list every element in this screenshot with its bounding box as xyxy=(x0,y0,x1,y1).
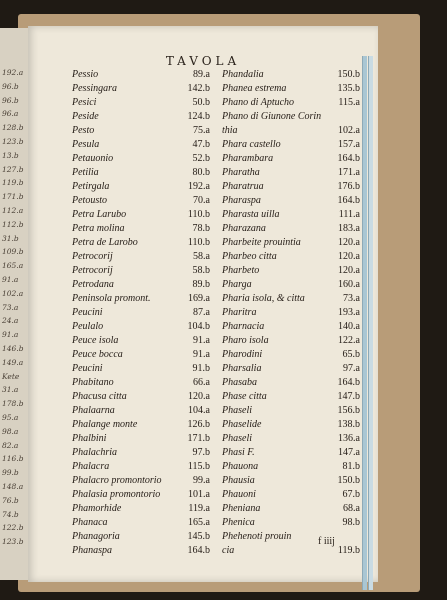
index-entry-right xyxy=(222,124,372,138)
index-entry-left xyxy=(72,432,222,446)
entry-name: Pheniana xyxy=(222,503,261,514)
entry-page-ref: 171.a xyxy=(338,167,360,178)
facing-page-stub: 73.a xyxy=(2,302,19,312)
entry-page-ref: 91.a xyxy=(193,335,210,346)
index-entry-left xyxy=(72,250,222,264)
index-row xyxy=(72,376,372,390)
entry-name: Phano di Aptucho xyxy=(222,97,295,108)
index-entry-right xyxy=(222,334,372,348)
entry-name: Phalbini xyxy=(72,433,107,444)
entry-page-ref: 164.b xyxy=(187,545,210,556)
facing-page-stub: 31.a xyxy=(2,385,19,395)
entry-name: Phanagoria xyxy=(72,531,120,542)
entry-page-ref: 150.b xyxy=(337,69,360,80)
facing-page-stub: 149.a xyxy=(2,357,24,367)
entry-name: Pharo isola xyxy=(222,335,269,346)
index-entry-right xyxy=(222,292,372,306)
index-entry-left xyxy=(72,278,222,292)
entry-page-ref: 147.b xyxy=(337,391,360,402)
entry-name: Peuce isola xyxy=(72,335,119,346)
index-entry-right xyxy=(222,68,372,82)
index-entry-right xyxy=(222,418,372,432)
index-entry-left xyxy=(72,544,222,558)
entry-page-ref: 183.a xyxy=(338,223,360,234)
index-entry-right xyxy=(222,362,372,376)
entry-name: Petra de Larobo xyxy=(72,237,138,248)
entry-name: Peuce bocca xyxy=(72,349,123,360)
index-entry-right xyxy=(222,446,372,460)
index-entry-right xyxy=(222,82,372,96)
entry-page-ref xyxy=(326,110,366,124)
index-entry-left xyxy=(72,180,222,194)
index-entry-right xyxy=(222,236,372,250)
facing-page-stub: 82.a xyxy=(2,440,19,450)
index-row xyxy=(72,152,372,166)
entry-page-ref: 110.b xyxy=(187,237,210,248)
index-entry-right xyxy=(222,502,372,516)
entry-page-ref: 142.b xyxy=(187,83,210,94)
index-row xyxy=(72,180,372,194)
entry-page-ref: 91.b xyxy=(192,363,210,374)
entry-name: Phaseli xyxy=(222,433,252,444)
index-row xyxy=(72,474,372,488)
index-entry-left xyxy=(72,348,222,362)
index-row xyxy=(72,236,372,250)
entry-name: Peucini xyxy=(72,363,103,374)
entry-name: Pharatrua xyxy=(222,181,264,192)
index-entry-right xyxy=(222,222,372,236)
entry-page-ref: 156.b xyxy=(337,405,360,416)
entry-page-ref: 52.b xyxy=(192,153,210,164)
facing-page-stub: 74.b xyxy=(2,509,19,519)
entry-name: Phauoni xyxy=(222,489,256,500)
entry-page-ref: 87.a xyxy=(193,307,210,318)
entry-name: thia xyxy=(222,125,238,136)
entry-page-ref: 115.b xyxy=(187,461,210,472)
facing-page-stub: 112.b xyxy=(2,219,24,229)
index-entry-right xyxy=(222,530,372,544)
entry-page-ref: 110.b xyxy=(187,209,210,220)
facing-page-stub: 102.a xyxy=(2,288,24,298)
entry-page-ref: 138.b xyxy=(337,419,360,430)
entry-page-ref: 176.b xyxy=(337,181,360,192)
facing-page-stub: 171.b xyxy=(2,192,24,202)
entry-name: Pharasta uilla xyxy=(222,209,280,220)
entry-name: Peninsola promont. xyxy=(72,293,151,304)
index-entry-left xyxy=(72,530,222,544)
index-entry-right xyxy=(222,264,372,278)
entry-page-ref: 65.b xyxy=(342,349,360,360)
index-entry-right xyxy=(222,432,372,446)
entry-page-ref: 160.a xyxy=(338,279,360,290)
index-row xyxy=(72,446,372,460)
entry-page-ref: 115.a xyxy=(338,97,360,108)
entry-name: Pesici xyxy=(72,97,97,108)
index-entry-left xyxy=(72,292,222,306)
entry-page-ref: 81.b xyxy=(342,461,360,472)
entry-name: Pharnacia xyxy=(222,321,265,332)
index-entry-left xyxy=(72,138,222,152)
facing-page-stub: 123.b xyxy=(2,137,24,146)
entry-name: Petrocorij xyxy=(72,265,113,276)
entry-name: Phacusa citta xyxy=(72,391,127,402)
entry-name: Pharia isola, & citta xyxy=(222,293,305,304)
index-entry-right xyxy=(222,488,372,502)
entry-page-ref: 120.a xyxy=(338,251,360,262)
entry-name: Pessingara xyxy=(72,83,117,94)
entry-name: Peside xyxy=(72,111,99,122)
facing-page-stub: 99.b xyxy=(2,468,19,478)
facing-page-stub: 116.b xyxy=(2,454,24,464)
index-row xyxy=(72,166,372,180)
index-entry-left xyxy=(72,110,222,124)
index-entry-right xyxy=(222,544,372,558)
index-entry-right xyxy=(222,110,372,124)
facing-page-stub: 192.a xyxy=(2,68,24,77)
index-row xyxy=(72,82,372,96)
entry-name: Phalachria xyxy=(72,447,117,458)
index-row xyxy=(72,348,372,362)
facing-page-stub: 31.b xyxy=(2,233,19,243)
index-entry-right xyxy=(222,250,372,264)
index-row xyxy=(72,390,372,404)
entry-name: Pharbeo citta xyxy=(222,251,277,262)
facing-page-stub: 128.b xyxy=(2,123,24,133)
index-entry-left xyxy=(72,460,222,474)
index-entry-right xyxy=(222,180,372,194)
entry-page-ref: 111.a xyxy=(338,209,360,220)
index-row xyxy=(72,208,372,222)
index-entry-right xyxy=(222,516,372,530)
entry-page-ref: 47.b xyxy=(192,139,210,150)
index-entry-left xyxy=(72,362,222,376)
entry-page-ref: 157.a xyxy=(338,139,360,150)
entry-name: Pesto xyxy=(72,125,95,136)
index-entry-right xyxy=(222,306,372,320)
entry-page-ref: 91.a xyxy=(193,349,210,360)
entry-name: Pharga xyxy=(222,279,252,290)
index-entry-left xyxy=(72,208,222,222)
index-row xyxy=(72,96,372,110)
entry-page-ref: 75.a xyxy=(193,125,210,136)
facing-page-stub: 13.b xyxy=(2,150,19,160)
index-entry-right xyxy=(222,390,372,404)
facing-page-stub: 95.a xyxy=(2,413,19,422)
index-row xyxy=(72,124,372,138)
entry-name: Phara castello xyxy=(222,139,281,150)
index-row xyxy=(72,110,372,124)
index-entry-left xyxy=(72,264,222,278)
index-entry-right xyxy=(222,404,372,418)
index-entry-left xyxy=(72,236,222,250)
facing-page-stub: 96.b xyxy=(2,81,19,91)
index-entry-right xyxy=(222,152,372,166)
entry-page-ref: 102.a xyxy=(338,125,360,136)
entry-name: Pharbeto xyxy=(222,265,260,276)
entry-name: Petrocorij xyxy=(72,251,113,262)
entry-name: Petra Larubo xyxy=(72,209,127,220)
entry-name: Phamorhide xyxy=(72,503,122,514)
index-row xyxy=(72,404,372,418)
facing-page-stub: 112.a xyxy=(2,206,24,215)
entry-page-ref: 99.a xyxy=(193,475,210,486)
index-entry-right xyxy=(222,166,372,180)
entry-name: Petirgala xyxy=(72,181,110,192)
index-entry-left xyxy=(72,306,222,320)
entry-page-ref: 70.a xyxy=(193,195,210,206)
entry-page-ref: 120.a xyxy=(338,237,360,248)
entry-page-ref: 58.b xyxy=(192,265,210,276)
index-entry-right xyxy=(222,194,372,208)
entry-page-ref: 97.a xyxy=(343,363,360,374)
entry-name: Phanaca xyxy=(72,517,108,528)
entry-page-ref: 50.b xyxy=(192,97,210,108)
entry-page-ref: 67.b xyxy=(342,489,360,500)
entry-page-ref: 98.b xyxy=(342,517,360,528)
index-entry-left xyxy=(72,152,222,166)
index-row xyxy=(72,362,372,376)
index-row xyxy=(72,432,372,446)
entry-page-ref: 68.a xyxy=(343,503,360,514)
facing-page-stub: 165.a xyxy=(2,261,24,271)
entry-name: Pharambara xyxy=(222,153,274,164)
entry-name: Petra molina xyxy=(72,223,125,234)
index-entry-left xyxy=(72,166,222,180)
facing-page-stub: 119.b xyxy=(2,178,24,188)
index-entry-right xyxy=(222,208,372,222)
entry-page-ref: 104.b xyxy=(187,321,210,332)
page-title: TAVOLA xyxy=(165,54,241,68)
entry-name: Phandalia xyxy=(222,69,264,80)
entry-name: Phalacra xyxy=(72,461,110,472)
index-entry-left xyxy=(72,390,222,404)
entry-page-ref: 192.a xyxy=(188,181,210,192)
facing-page-stub: 76.b xyxy=(2,495,19,505)
entry-page-ref: 101.a xyxy=(188,489,210,500)
index-entry-right xyxy=(222,138,372,152)
index-row xyxy=(72,516,372,530)
entry-page-ref: 78.b xyxy=(192,223,210,234)
index-entry-right xyxy=(222,474,372,488)
index-row xyxy=(72,250,372,264)
index-entry-left xyxy=(72,516,222,530)
entry-name: Phase citta xyxy=(222,391,267,402)
entry-name: Pharbeite prouintia xyxy=(222,237,301,248)
entry-name: Phabitano xyxy=(72,377,114,388)
index-entry-left xyxy=(72,376,222,390)
index-entry-left xyxy=(72,404,222,418)
entry-name: Petilia xyxy=(72,167,99,178)
index-entry-left xyxy=(72,474,222,488)
index-row xyxy=(72,418,372,432)
index-row xyxy=(72,264,372,278)
entry-page-ref: 58.a xyxy=(193,251,210,262)
entry-name: Phaselide xyxy=(222,419,262,430)
index-entry-right xyxy=(222,278,372,292)
index-row xyxy=(72,222,372,236)
entry-page-ref: 171.b xyxy=(187,433,210,444)
facing-page-stub: 178.b xyxy=(2,399,24,409)
entry-name: Petauonio xyxy=(72,153,114,164)
entry-page-ref: 164.b xyxy=(337,195,360,206)
facing-page-stub: Kete xyxy=(2,371,20,381)
index-entry-left xyxy=(72,222,222,236)
entry-page-ref: 89.a xyxy=(193,69,210,80)
index-entry-left xyxy=(72,194,222,208)
book-page xyxy=(28,26,378,582)
entry-page-ref: 136.a xyxy=(338,433,360,444)
entry-page-ref: 122.a xyxy=(338,335,360,346)
facing-page-stub: 96.a xyxy=(2,109,19,119)
entry-page-ref: 89.b xyxy=(192,279,210,290)
index-entry-right xyxy=(222,376,372,390)
entry-page-ref: 140.a xyxy=(338,321,360,332)
entry-name: Phanea estrema xyxy=(222,83,287,94)
entry-name: Phanaspa xyxy=(72,545,112,556)
entry-page-ref: 97.b xyxy=(192,447,210,458)
entry-name: Phasi F. xyxy=(222,447,255,458)
entry-page-ref: 126.b xyxy=(187,419,210,430)
index-entry-left xyxy=(72,502,222,516)
index-row xyxy=(72,194,372,208)
entry-page-ref: 147.a xyxy=(338,447,360,458)
entry-page-ref: 119.a xyxy=(188,503,210,514)
index-row xyxy=(72,460,372,474)
entry-page-ref: 135.b xyxy=(337,83,360,94)
index-entry-left xyxy=(72,82,222,96)
entry-page-ref: 164.b xyxy=(337,153,360,164)
index-row xyxy=(72,278,372,292)
entry-name: Phano di Giunone Corin xyxy=(222,111,322,122)
entry-page-ref: 80.b xyxy=(192,167,210,178)
index-row xyxy=(72,488,372,502)
index-entry-left xyxy=(72,488,222,502)
facing-page-stub: 91.a xyxy=(2,275,19,284)
index-entry-left xyxy=(72,320,222,334)
entry-name: Peulalo xyxy=(72,321,104,332)
index-entry-left xyxy=(72,124,222,138)
facing-page-stub: 91.a xyxy=(2,330,19,340)
facing-page-stub: 127.b xyxy=(2,164,24,174)
entry-name: Pharatha xyxy=(222,167,260,178)
facing-page-stub: 122.b xyxy=(2,523,24,533)
index-entry-left xyxy=(72,446,222,460)
entry-name: Petrodana xyxy=(72,279,114,290)
entry-name: Phehenoti prouin xyxy=(222,531,292,542)
entry-name: Pesula xyxy=(72,139,100,150)
index-row xyxy=(72,320,372,334)
facing-page-stub: 98.a xyxy=(2,426,19,436)
entry-name: Pharitra xyxy=(222,307,257,318)
entry-page-ref: 104.a xyxy=(188,405,210,416)
entry-name: Phalange monte xyxy=(72,419,138,430)
entry-name: Phalacro promontorio xyxy=(72,475,162,486)
entry-name: Petousto xyxy=(72,195,107,206)
index-entry-left xyxy=(72,334,222,348)
entry-name: Phausia xyxy=(222,475,255,486)
entry-page-ref: 164.b xyxy=(337,377,360,388)
entry-name: cia xyxy=(222,545,235,556)
entry-name: Phasaba xyxy=(222,377,257,388)
entry-name: Phaseli xyxy=(222,405,252,416)
entry-page-ref: 169.a xyxy=(188,293,210,304)
index-row xyxy=(72,306,372,320)
facing-page-stub: 123.b xyxy=(2,537,24,547)
entry-name: Peucini xyxy=(72,307,103,318)
index-entry-right xyxy=(222,348,372,362)
entry-name: Phenica xyxy=(222,517,255,528)
entry-page-ref: 119.b xyxy=(337,545,360,556)
entry-name: Pharaspa xyxy=(222,195,261,206)
index-entry-left xyxy=(72,96,222,110)
entry-name: Pharodini xyxy=(222,349,263,360)
index-entry-right xyxy=(222,460,372,474)
entry-page-ref: 193.a xyxy=(338,307,360,318)
index-entry-right xyxy=(222,96,372,110)
entry-name: Pharsalia xyxy=(222,363,262,374)
facing-page-stub: 146.b xyxy=(2,344,24,353)
entry-page-ref: 150.b xyxy=(337,475,360,486)
facing-page-stub: 96.b xyxy=(2,95,19,105)
index-row xyxy=(72,68,372,82)
facing-page-stub: 109.b xyxy=(2,247,24,257)
index-entry-left xyxy=(72,418,222,432)
entry-page-ref: 73.a xyxy=(343,293,360,304)
facing-page-stub: 148.a xyxy=(2,482,24,491)
index-entry-left xyxy=(72,68,222,82)
entry-name: Phalasia promontorio xyxy=(72,489,161,500)
entry-page-ref: 120.a xyxy=(338,265,360,276)
entry-name: Phalaarna xyxy=(72,405,115,416)
entry-name: Phauona xyxy=(222,461,259,472)
index-table xyxy=(72,68,372,558)
index-entry-right xyxy=(222,320,372,334)
entry-page-ref: 120.a xyxy=(188,391,210,402)
entry-page-ref: 145.b xyxy=(187,531,210,542)
index-row xyxy=(72,138,372,152)
entry-name: Pharazana xyxy=(222,223,266,234)
index-row xyxy=(72,292,372,306)
entry-page-ref: 124.b xyxy=(187,111,210,122)
entry-name: Pessio xyxy=(72,69,99,80)
index-row xyxy=(72,502,372,516)
entry-page-ref: 165.a xyxy=(188,517,210,528)
printer-signature: f iiij xyxy=(318,536,335,547)
entry-page-ref: 66.a xyxy=(193,377,210,388)
index-row xyxy=(72,334,372,348)
facing-page-stub: 24.a xyxy=(2,316,19,326)
